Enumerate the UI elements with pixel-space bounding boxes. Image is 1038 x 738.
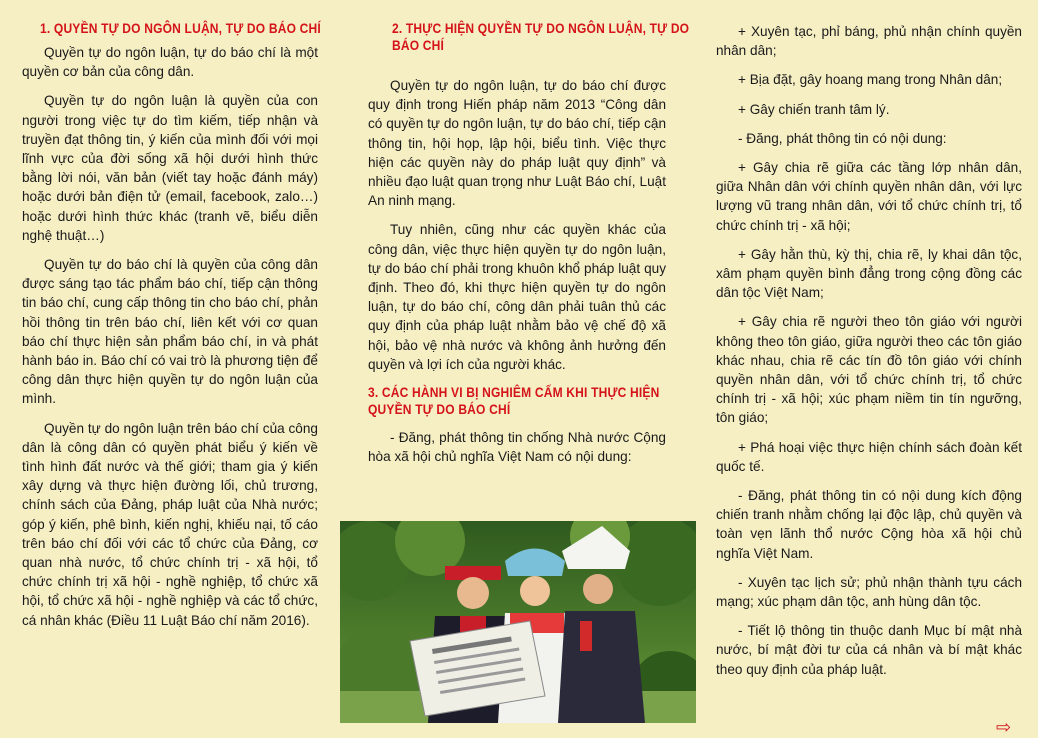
paragraph: - Đăng, phát thông tin có nội dung kích động chiến tranh nhằm chống lại độc lập, chủ quyền và toàn vẹn lãnh thổ nước Cộng hòa xã hội chủ nghĩa Việt Nam. xyxy=(716,488,1022,561)
paragraph: + Gây chia rẽ người theo tôn giáo với người không theo tôn giáo, giữa người theo các tôn giáo khác nhau, chia rẽ các tín đồ tôn giáo với chính quyền nhân dân, với tổ chức chính trị, tổ chức chính trị - xã hội; xúc phạm niềm tin tín ngưỡng, tôn giáo; xyxy=(716,314,1022,426)
paragraph: - Đăng, phát thông tin chống Nhà nước Cộng hòa xã hội chủ nghĩa Việt Nam có nội dung: xyxy=(368,430,666,465)
paragraph: + Bịa đặt, gây hoang mang trong Nhân dân; xyxy=(738,72,1003,88)
paragraph: + Gây hằn thù, kỳ thị, chia rẽ, ly khai dân tộc, xâm phạm quyền bình đẳng trong cộng đồng các dân tộc Việt Nam; xyxy=(716,246,1022,301)
paragraph: Quyền tự do ngôn luận là quyền của con người trong việc tự do tìm kiếm, tiếp nhận và truyền đạt thông tin, ý kiến của mình đối với mọi lĩnh vực của đời sống xã hội dưới hình thức bằng lời nói, văn bản (viết tay hoặc đánh máy) hoặc dưới bản điện tử (email, facebook, zalo…) hoặc dưới hình thức khác (tranh vẽ, biểu diễn nghệ thuật…) xyxy=(22,93,318,243)
paragraph: + Phá hoại việc thực hiện chính sách đoàn kết quốc tế. xyxy=(716,439,1022,474)
paragraph: + Xuyên tạc, phỉ báng, phủ nhận chính quyền nhân dân; xyxy=(716,24,1022,59)
paragraph: Quyền tự do ngôn luận trên báo chí của công dân là công dân có quyền phát biểu ý kiến về tình hình đất nước và thế giới; tham gia ý kiến xây dựng và thực hiện đường lối, chủ trương, chính sách của Đảng, pháp luật của Nhà nước; góp ý kiến, phê bình, kiến nghị, khiếu nại, tố cáo trên báo chí đối với các tổ chức của Đảng, cơ quan nhà nước, tổ chức chính trị - xã hội, tổ chức chính trị xã hội - nghề nghiệp, tổ chức xã hội, tổ chức xã hội - nghề nghiệp và các tổ chức, cá nhân khác (Điều 11 Luật Báo chí năm 2016). xyxy=(22,420,318,628)
paragraph: Quyền tự do ngôn luận, tự do báo chí được quy định trong Hiến pháp năm 2013 “Công dân có quyền tự do ngôn luận, tự do báo chí, tiếp cận thông tin, hội họp, lập hội, biểu tình. Việc thực hiện các quyền này do pháp luật quy định” và nhiều đạo luật quan trọng như Luật Báo chí, Luật An ninh mạng. xyxy=(368,78,666,209)
paragraph: - Đăng, phát thông tin có nội dung: xyxy=(738,130,947,146)
photo-women-reading-newspaper xyxy=(340,521,696,723)
paragraph: - Xuyên tạc lịch sử; phủ nhận thành tựu cách mạng; xúc phạm dân tộc, anh hùng dân tộc. xyxy=(716,574,1022,610)
paragraph: Tuy nhiên, cũng như các quyền khác của công dân, việc thực hiện quyền tự do ngôn luận, tự do báo chí phải trong khuôn khổ pháp luật quy định. Theo đó, khi thực hiện quyền tự do ngôn luận, tự do báo chí, công dân phải tuân thủ các quy định của pháp luật nhằm bảo vệ chế độ xã hội, bảo vệ nhà nước và không ảnh hưởng đến quyền và lợi ích của người khác. xyxy=(368,222,666,372)
paragraph: + Gây chiến tranh tâm lý. xyxy=(738,101,890,117)
section-2-heading: 2. THỰC HIỆN QUYỀN TỰ DO NGÔN LUẬN, TỰ DO BÁO CHÍ xyxy=(392,20,690,53)
section-3-heading: 3. CÁC HÀNH VI BỊ NGHIÊM CẤM KHI THỰC HIỆN QUYỀN TỰ DO BÁO CHÍ xyxy=(368,384,660,418)
section-1-heading: 1. QUYỀN TỰ DO NGÔN LUẬN, TỰ DO BÁO CHÍ xyxy=(40,20,321,36)
photo-illustration xyxy=(340,521,696,723)
paragraph: - Tiết lộ thông tin thuộc danh Mục bí mật nhà nước, bí mật đời tư của cá nhân và bí mật khác theo quy định của pháp luật. xyxy=(716,623,1022,677)
paragraph: Quyền tự do ngôn luận, tự do báo chí là một quyền cơ bản của công dân. xyxy=(22,45,318,80)
paragraph: + Gây chia rẽ giữa các tầng lớp nhân dân, giữa Nhân dân với chính quyền nhân dân, với lực lượng vũ trang nhân dân, với tổ chức chính trị, tổ chức chính trị - xã hội; xyxy=(716,160,1022,233)
column-2 xyxy=(368,0,690,476)
paragraph: Quyền tự do báo chí là quyền của công dân được sáng tạo tác phẩm báo chí, tiếp cận thông tin báo chí, cung cấp thông tin cho báo chí, phản hồi thông tin trên báo chí, liên kết với cơ quan báo chí thực hiện sản phẩm báo chí, in và phát hành báo in. Báo chí có vai trò là phương tiện để công dân thực hiện quyền tự do ngôn luận của mình. xyxy=(22,257,318,407)
column-1 xyxy=(22,0,321,640)
column-3 xyxy=(716,22,1022,689)
arrow-right-icon[interactable]: ⇨ xyxy=(996,717,1012,737)
